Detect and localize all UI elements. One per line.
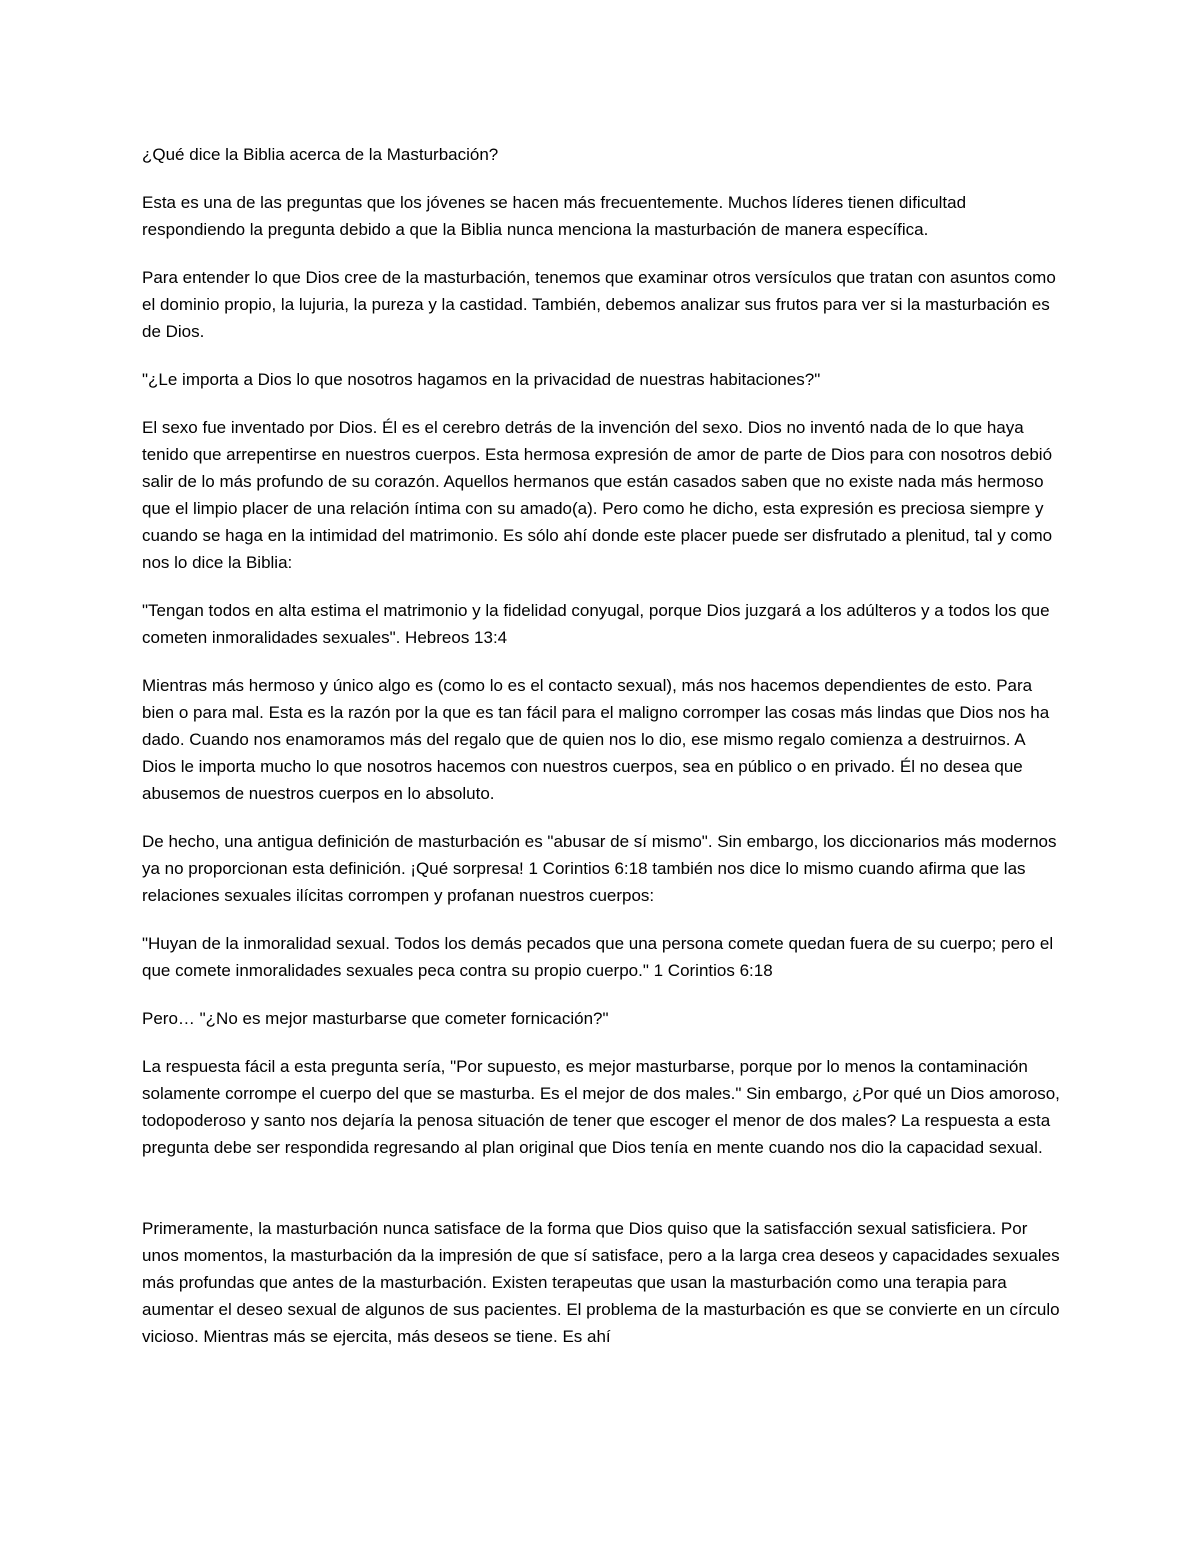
paragraph-easy-answer: La respuesta fácil a esta pregunta sería, "Por supuesto, es mejor masturbarse, porque por lo menos la contaminación solamente corrompe el cuerpo del que se masturba. Es el mejor de dos males." Sin embargo, ¿Por qué un Dios amoroso, todopoderoso y santo nos dejaría la penosa situación de tener que escoger el menor de dos males? La respuesta a esta pregunta debe ser respondida regresando al plan original que Dios tenía en mente cuando nos dio la capacidad sexual. (142, 1057, 1060, 1157)
document-title: ¿Qué dice la Biblia acerca de la Masturbación? (142, 145, 499, 164)
question-heading-fornication: Pero… "¿No es mejor masturbarse que cometer fornicación?" (142, 1009, 609, 1028)
paragraph-firstly: Primeramente, la masturbación nunca satisface de la forma que Dios quiso que la satisfacción sexual satisficiera. Por unos momentos, la masturbación da la impresión de que sí satisface, pero a la larga crea deseos y capacidades sexuales más profundas que antes de la masturbación. Existen terapeutas que usan la masturbación como una terapia para aumentar el deseo sexual de algunos de sus pacientes. El problema de la masturbación es que se convierte en un círculo vicioso. Mientras más se ejercita, más deseos se tiene. Es ahí (142, 1219, 1060, 1346)
paragraph-understanding: Para entender lo que Dios cree de la masturbación, tenemos que examinar otros versículos que tratan con asuntos como el dominio propio, la lujuria, la pureza y la castidad. También, debemos analizar sus frutos para ver si la masturbación es de Dios. (142, 268, 1056, 341)
paragraph-intro: Esta es una de las preguntas que los jóvenes se hacen más frecuentemente. Muchos líderes tienen dificultad respondiendo la pregunta debido a que la Biblia nunca menciona la masturbación de manera específica. (142, 193, 967, 239)
document-body (142, 141, 1062, 1371)
quote-hebreos: "Tengan todos en alta estima el matrimonio y la fidelidad conyugal, porque Dios juzgará a los adúlteros y a todos los que cometen inmoralidades sexuales". Hebreos 13:4 (142, 601, 1050, 647)
paragraph-beautiful-unique: Mientras más hermoso y único algo es (como lo es el contacto sexual), más nos hacemos dependientes de esto. Para bien o para mal. Esta es la razón por la que es tan fácil para el maligno corromper las cosas más lindas que Dios nos ha dado. Cuando nos enamoramos más del regalo que de quien nos lo dio, ese mismo regalo comienza a destruirnos. A Dios le importa mucho lo que nosotros hacemos con nuestros cuerpos, sea en público o en privado. Él no desea que abusemos de nuestros cuerpos en lo absoluto. (142, 676, 1050, 803)
question-heading-privacy: "¿Le importa a Dios lo que nosotros hagamos en la privacidad de nuestras habitaciones?" (142, 370, 821, 389)
quote-corintios: "Huyan de la inmoralidad sexual. Todos los demás pecados que una persona comete quedan fuera de su cuerpo; pero el que comete inmoralidades sexuales peca contra su propio cuerpo." 1 Corintios 6:18 (142, 934, 1054, 980)
paragraph-sex-invented: El sexo fue inventado por Dios. Él es el cerebro detrás de la invención del sexo. Dios no inventó nada de lo que haya tenido que arrepentirse en nuestros cuerpos. Esta hermosa expresión de amor de parte de Dios para con nosotros debió salir de lo más profundo de su corazón. Aquellos hermanos que están casados saben que no existe nada más hermoso que el limpio placer de una relación íntima con su amado(a). Pero como he dicho, esta expresión es preciosa siempre y cuando se haga en la intimidad del matrimonio. Es sólo ahí donde este placer puede ser disfrutado a plenitud, tal y como nos lo dice la Biblia: (142, 418, 1053, 572)
paragraph-old-definition: De hecho, una antigua definición de masturbación es "abusar de sí mismo". Sin embargo, los diccionarios más modernos ya no proporcionan esta definición. ¡Qué sorpresa! 1 Corintios 6:18 también nos dice lo mismo cuando afirma que las relaciones sexuales ilícitas corrompen y profanan nuestros cuerpos: (142, 832, 1057, 905)
